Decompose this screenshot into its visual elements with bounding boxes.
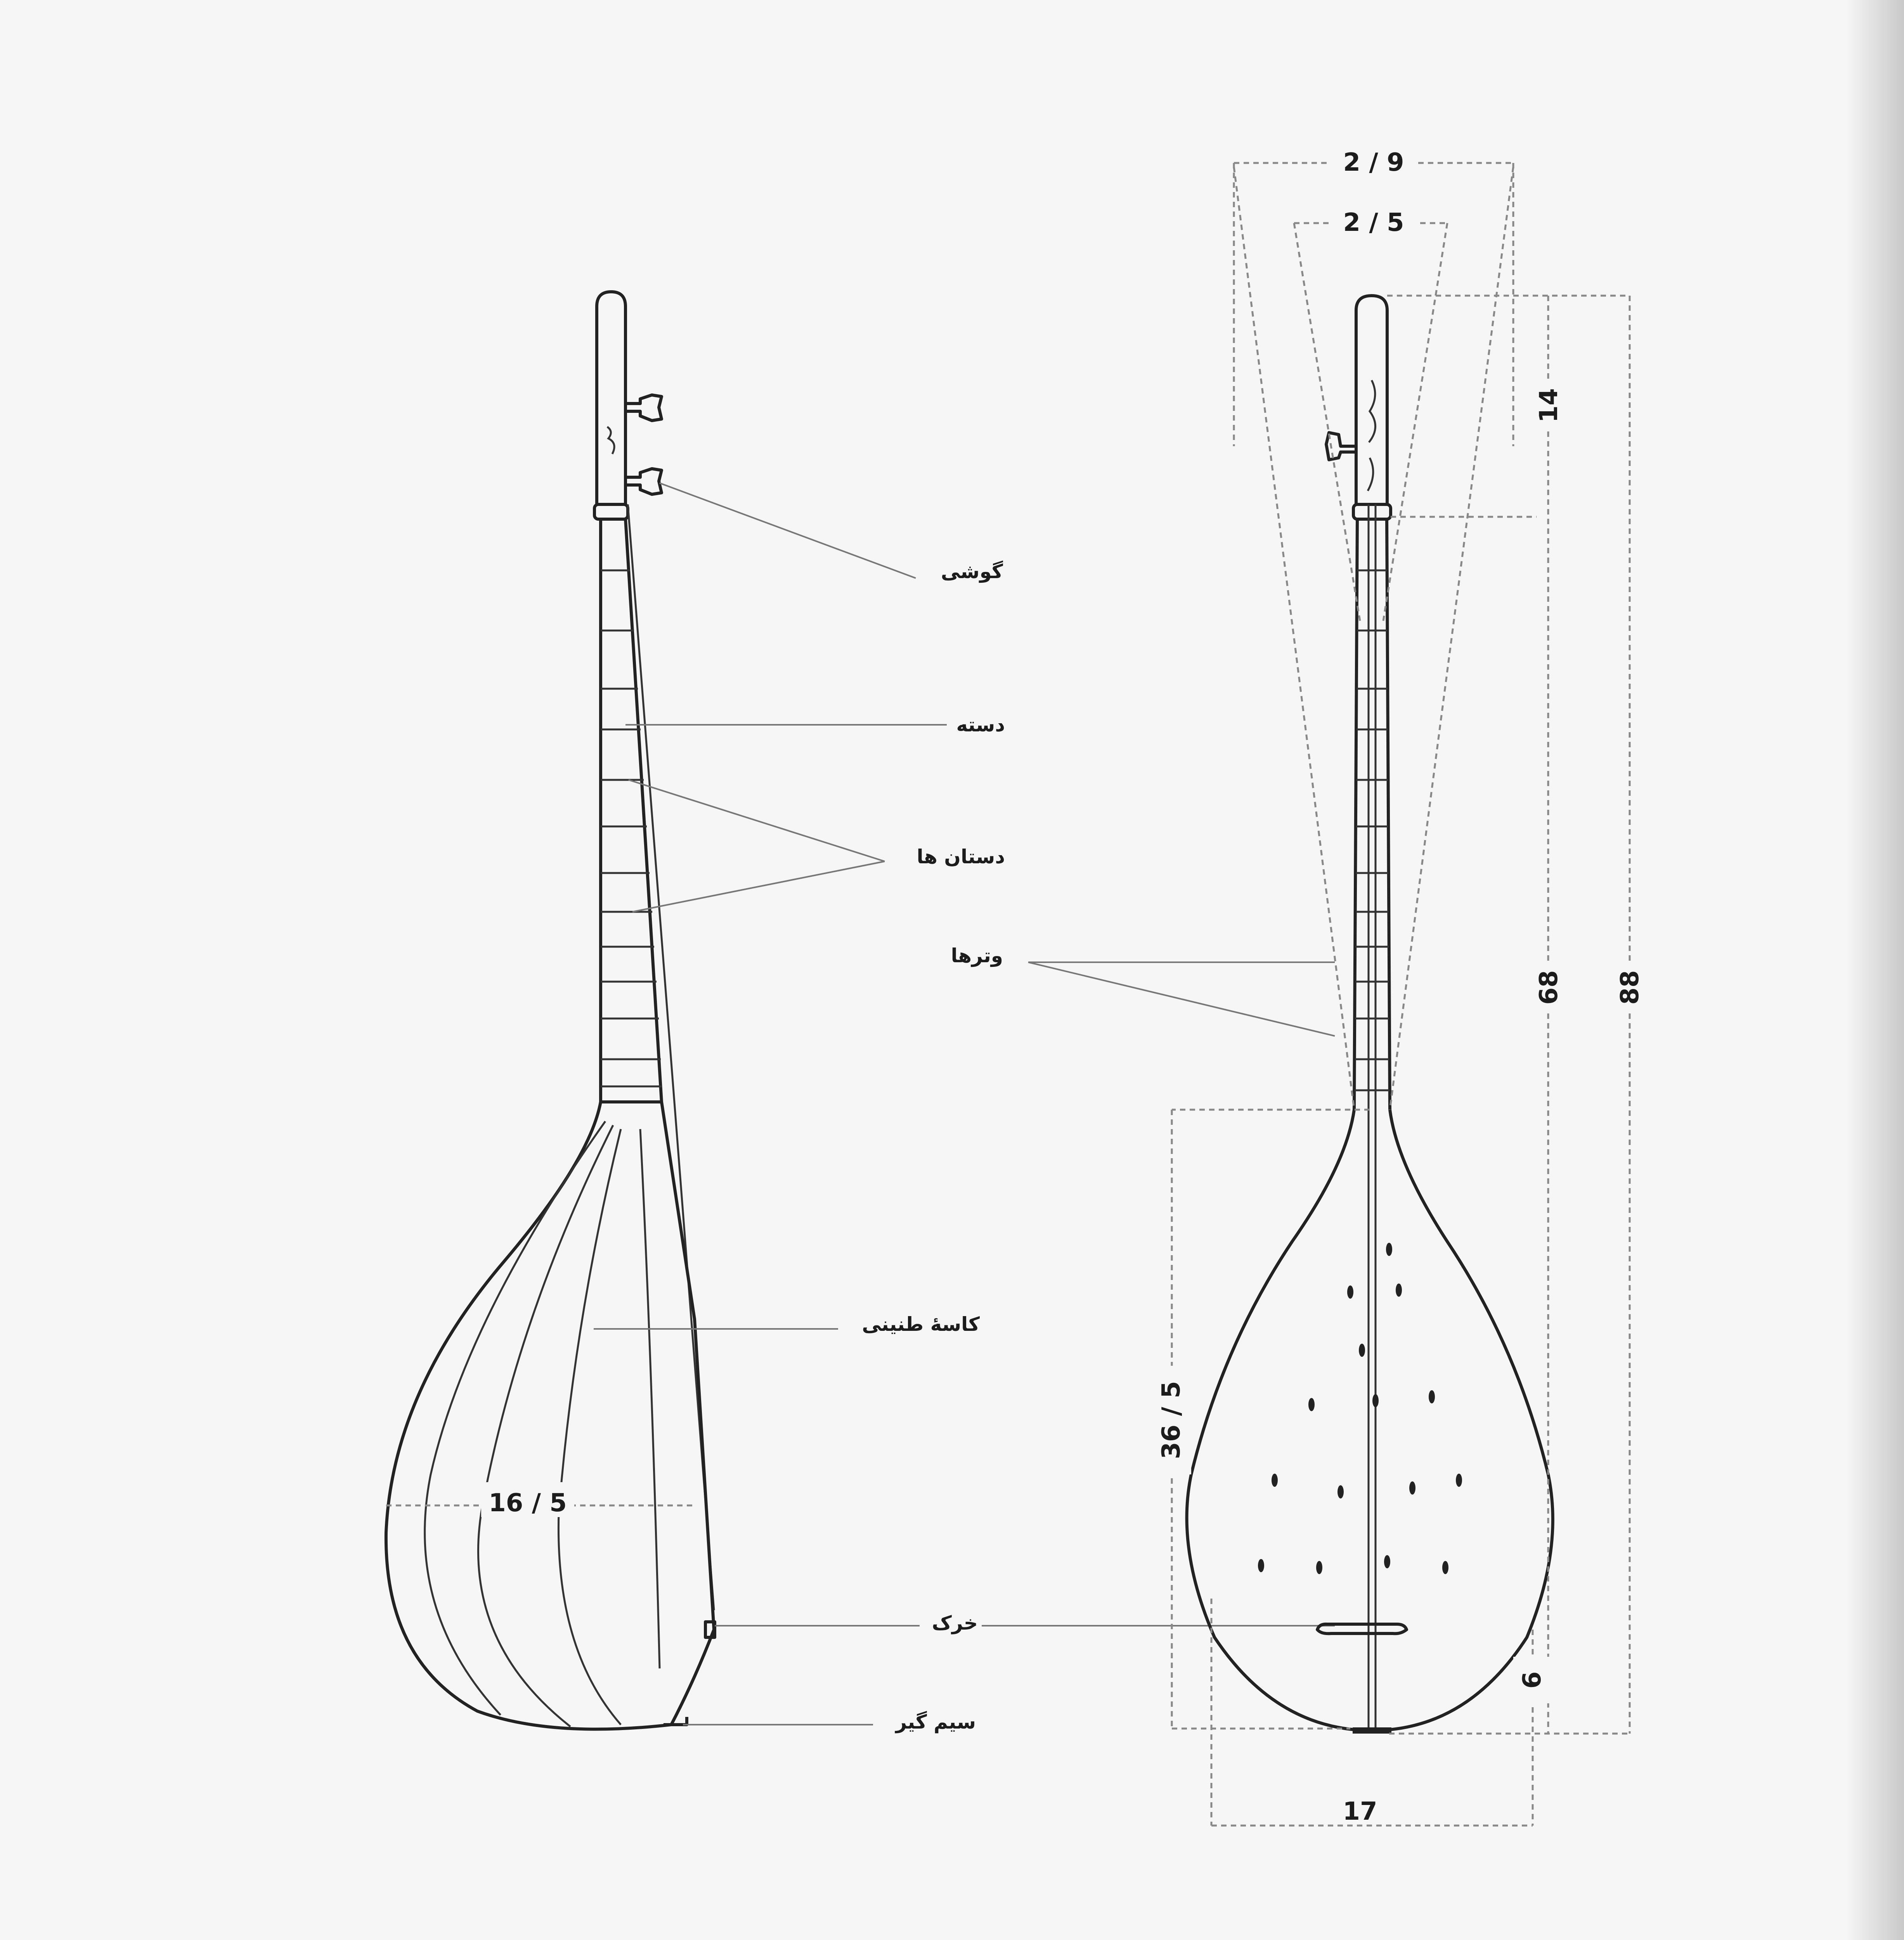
dim-top-inner: 2 / 5: [1343, 208, 1404, 237]
front-body: [1187, 1110, 1553, 1730]
front-frets: [1355, 570, 1389, 1090]
dim-neck: 68: [1535, 970, 1563, 1005]
label-neck: دسته: [956, 714, 1005, 736]
sound-holes: [1258, 1243, 1462, 1574]
side-view: [386, 292, 715, 1729]
front-peg-slot: [1369, 380, 1376, 442]
label-pegs: گوشی: [941, 560, 1003, 583]
side-peg-slot: [607, 427, 614, 454]
front-view: [1187, 296, 1553, 1734]
front-tailpiece: [1353, 1727, 1391, 1734]
side-collar: [594, 504, 628, 519]
dim-total: 88: [1616, 970, 1644, 1005]
depth-dimension-label: 16 / 5: [489, 1489, 567, 1517]
side-head: [597, 292, 625, 504]
label-frets: دستان ها: [916, 845, 1005, 868]
dim-bowl-width: 17: [1343, 1797, 1377, 1826]
dim-bridge-height: 6: [1518, 1671, 1547, 1689]
front-collar: [1353, 504, 1391, 519]
dim-head: 14: [1535, 388, 1563, 423]
front-bridge: [1317, 1624, 1407, 1633]
dim-bowl-length: 36 / 5: [1157, 1381, 1186, 1459]
dimension-labels: [1152, 144, 1649, 1826]
leader-lines: [594, 483, 1335, 1725]
side-bridge: [705, 1622, 715, 1637]
side-bowl: [386, 1102, 714, 1729]
dim-top-outer: 2 / 9: [1343, 148, 1404, 177]
part-labels: [862, 560, 1005, 1734]
label-bridge: خرک: [932, 1612, 978, 1634]
front-head: [1356, 296, 1387, 504]
label-bowl: کاسهٔ طنینی: [862, 1313, 980, 1335]
side-pegs: [625, 395, 662, 494]
label-tailpiece: سیم گیر: [896, 1711, 976, 1733]
label-strings: وترها: [951, 944, 1003, 967]
